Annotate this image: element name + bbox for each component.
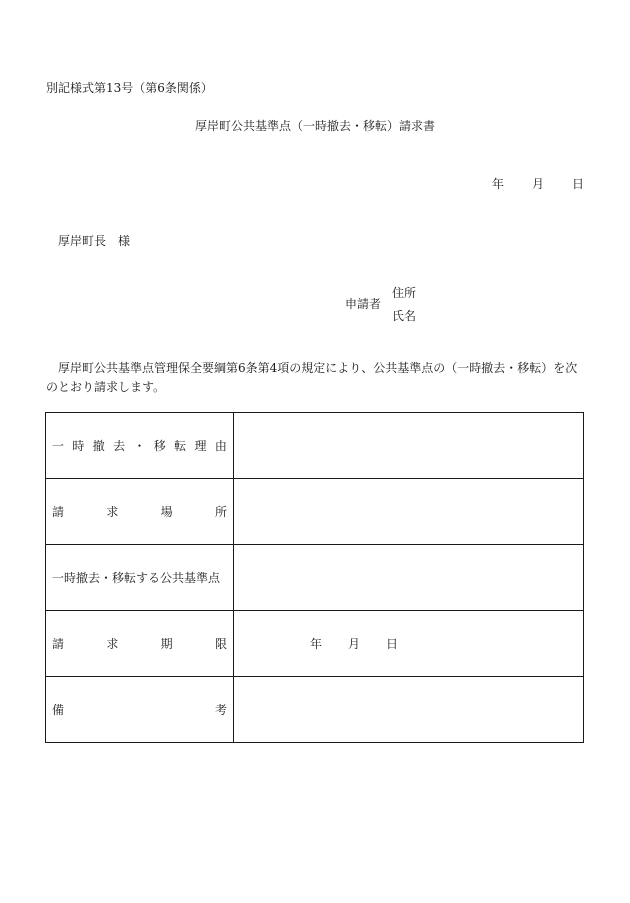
location-label-cell <box>46 479 234 545</box>
address-label: 住所 <box>392 286 417 300</box>
location-label <box>52 503 227 520</box>
remarks-char: 備 <box>52 703 65 717</box>
remarks-label-cell <box>46 677 234 743</box>
location-char: 請 <box>52 505 65 519</box>
deadline-char: 限 <box>214 637 227 651</box>
deadline-year-label: 年 <box>310 637 323 651</box>
remarks-label <box>52 701 227 718</box>
reason-char: 時 <box>72 439 85 453</box>
deadline-value-cell[interactable] <box>234 611 584 677</box>
form-number: 別記様式第13号（第6条関係） <box>46 81 213 95</box>
request-table <box>45 412 584 743</box>
reason-char: 転 <box>174 439 187 453</box>
target-label-cell <box>46 545 234 611</box>
deadline-label <box>52 635 227 652</box>
deadline-char: 請 <box>52 637 65 651</box>
table-row-remarks <box>46 677 584 743</box>
deadline-date <box>310 635 398 652</box>
reason-char: 由 <box>214 439 227 453</box>
reason-char: 去 <box>113 439 126 453</box>
table-row-deadline <box>46 611 584 677</box>
applicant-label: 申請者 <box>345 297 382 311</box>
document-title: 厚岸町公共基準点（一時撤去・移転）請求書 <box>194 119 435 133</box>
reason-char: ・ <box>133 439 146 453</box>
submission-date <box>492 175 584 192</box>
table-row-target <box>46 545 584 611</box>
deadline-char: 期 <box>160 637 173 651</box>
reason-char: 移 <box>153 439 166 453</box>
addressee: 厚岸町長 様 <box>58 234 131 248</box>
target-value-cell[interactable] <box>234 545 584 611</box>
deadline-char: 求 <box>106 637 119 651</box>
reason-char: 一 <box>52 439 65 453</box>
remarks-value-cell[interactable] <box>234 677 584 743</box>
deadline-day-label: 日 <box>386 637 399 651</box>
deadline-label-cell <box>46 611 234 677</box>
location-char: 求 <box>106 505 119 519</box>
location-char: 場 <box>160 505 173 519</box>
reason-char: 撤 <box>92 439 105 453</box>
request-statement: 厚岸町公共基準点管理保全要綱第6条第4項の規定により、公共基準点の（一時撤去・移転）を次のとおり請求します。 <box>46 361 578 394</box>
location-char: 所 <box>214 505 227 519</box>
deadline-month-label: 月 <box>348 637 361 651</box>
name-label: 氏名 <box>392 309 417 323</box>
reason-value-cell[interactable] <box>234 413 584 479</box>
remarks-char: 考 <box>214 703 227 717</box>
reason-label-cell <box>46 413 234 479</box>
reason-label <box>52 437 227 454</box>
reason-char: 理 <box>194 439 207 453</box>
date-year-label: 年 <box>491 177 504 191</box>
date-day-label: 日 <box>571 177 584 191</box>
table-row-reason <box>46 413 584 479</box>
date-month-label: 月 <box>531 177 544 191</box>
target-label: 一時撤去・移転する公共基準点 <box>52 571 221 585</box>
location-value-cell[interactable] <box>234 479 584 545</box>
table-row-location <box>46 479 584 545</box>
